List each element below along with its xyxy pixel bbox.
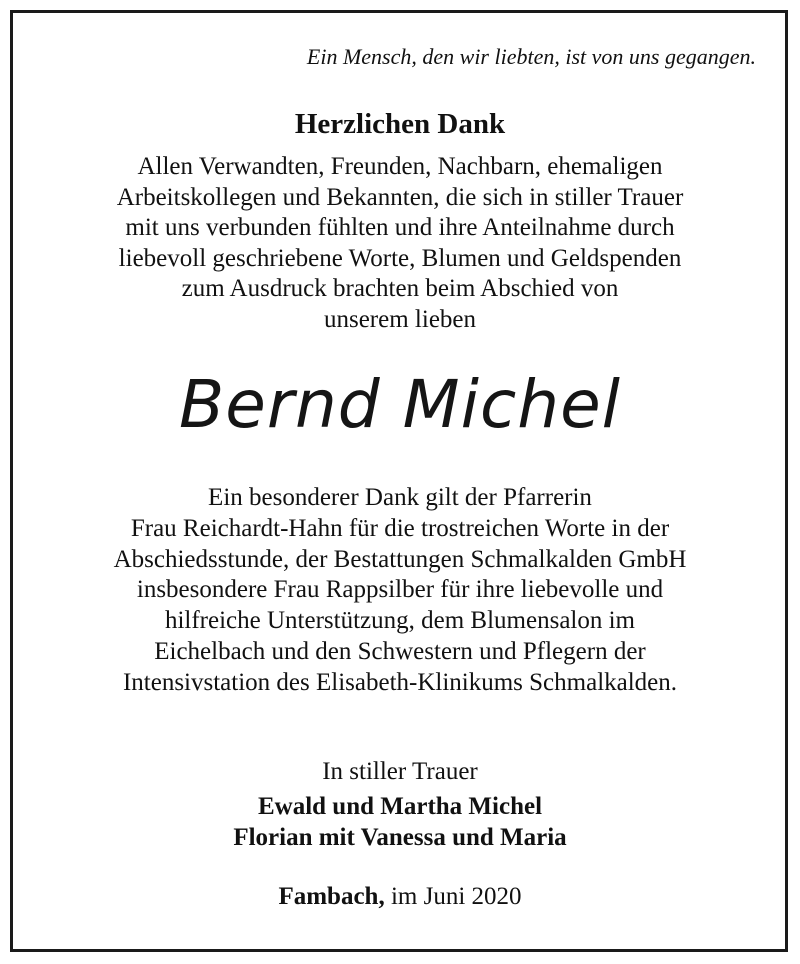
place-date-line xyxy=(0,882,800,912)
intro-line: liebevoll geschriebene Worte, Blumen und Geldspenden xyxy=(118,244,682,272)
thanks-paragraph xyxy=(0,483,800,699)
family-signature xyxy=(0,792,800,853)
thanks-line: hilfreiche Unterstützung, dem Blumensalon im xyxy=(164,607,636,635)
place-town: Fambach, xyxy=(278,883,385,910)
thanks-line: Intensivstation des Elisabeth-Klinikums Schmalkalden. xyxy=(122,668,678,696)
family-line: Florian mit Vanessa und Maria xyxy=(233,823,567,851)
thanks-line: Ein besonderer Dank gilt der Pfarrerin xyxy=(208,484,592,511)
mourning-label: In stiller Trauer xyxy=(322,758,478,785)
family-line: Ewald und Martha Michel xyxy=(257,793,543,820)
thanks-line: Frau Reichardt-Hahn für die trostreichen Worte in der xyxy=(130,514,670,542)
intro-line: unserem lieben xyxy=(323,305,477,333)
thanks-line: insbesondere Frau Rappsilber für ihre liebevolle und xyxy=(136,576,664,604)
place-date: im Juni 2020 xyxy=(390,883,522,910)
thanks-line: Abschiedsstunde, der Bestattungen Schmalkalden GmbH xyxy=(113,545,687,573)
deceased-name: Bernd Michel xyxy=(178,366,622,443)
intro-paragraph xyxy=(0,152,800,336)
intro-line: Allen Verwandten, Freunden, Nachbarn, ehemaligen xyxy=(137,153,663,180)
motto-text: Ein Mensch, den wir liebten, ist von uns gegangen. xyxy=(306,44,756,69)
intro-line: zum Ausdruck brachten beim Abschied von xyxy=(181,275,619,303)
notice-heading: Herzlichen Dank xyxy=(294,108,506,140)
thanks-line: Eichelbach und den Schwestern und Pflegern der xyxy=(154,637,646,665)
intro-line: Arbeitskollegen und Bekannten, die sich in stiller Trauer xyxy=(116,183,684,211)
intro-line: mit uns verbunden fühlten und ihre Anteilnahme durch xyxy=(125,214,675,242)
